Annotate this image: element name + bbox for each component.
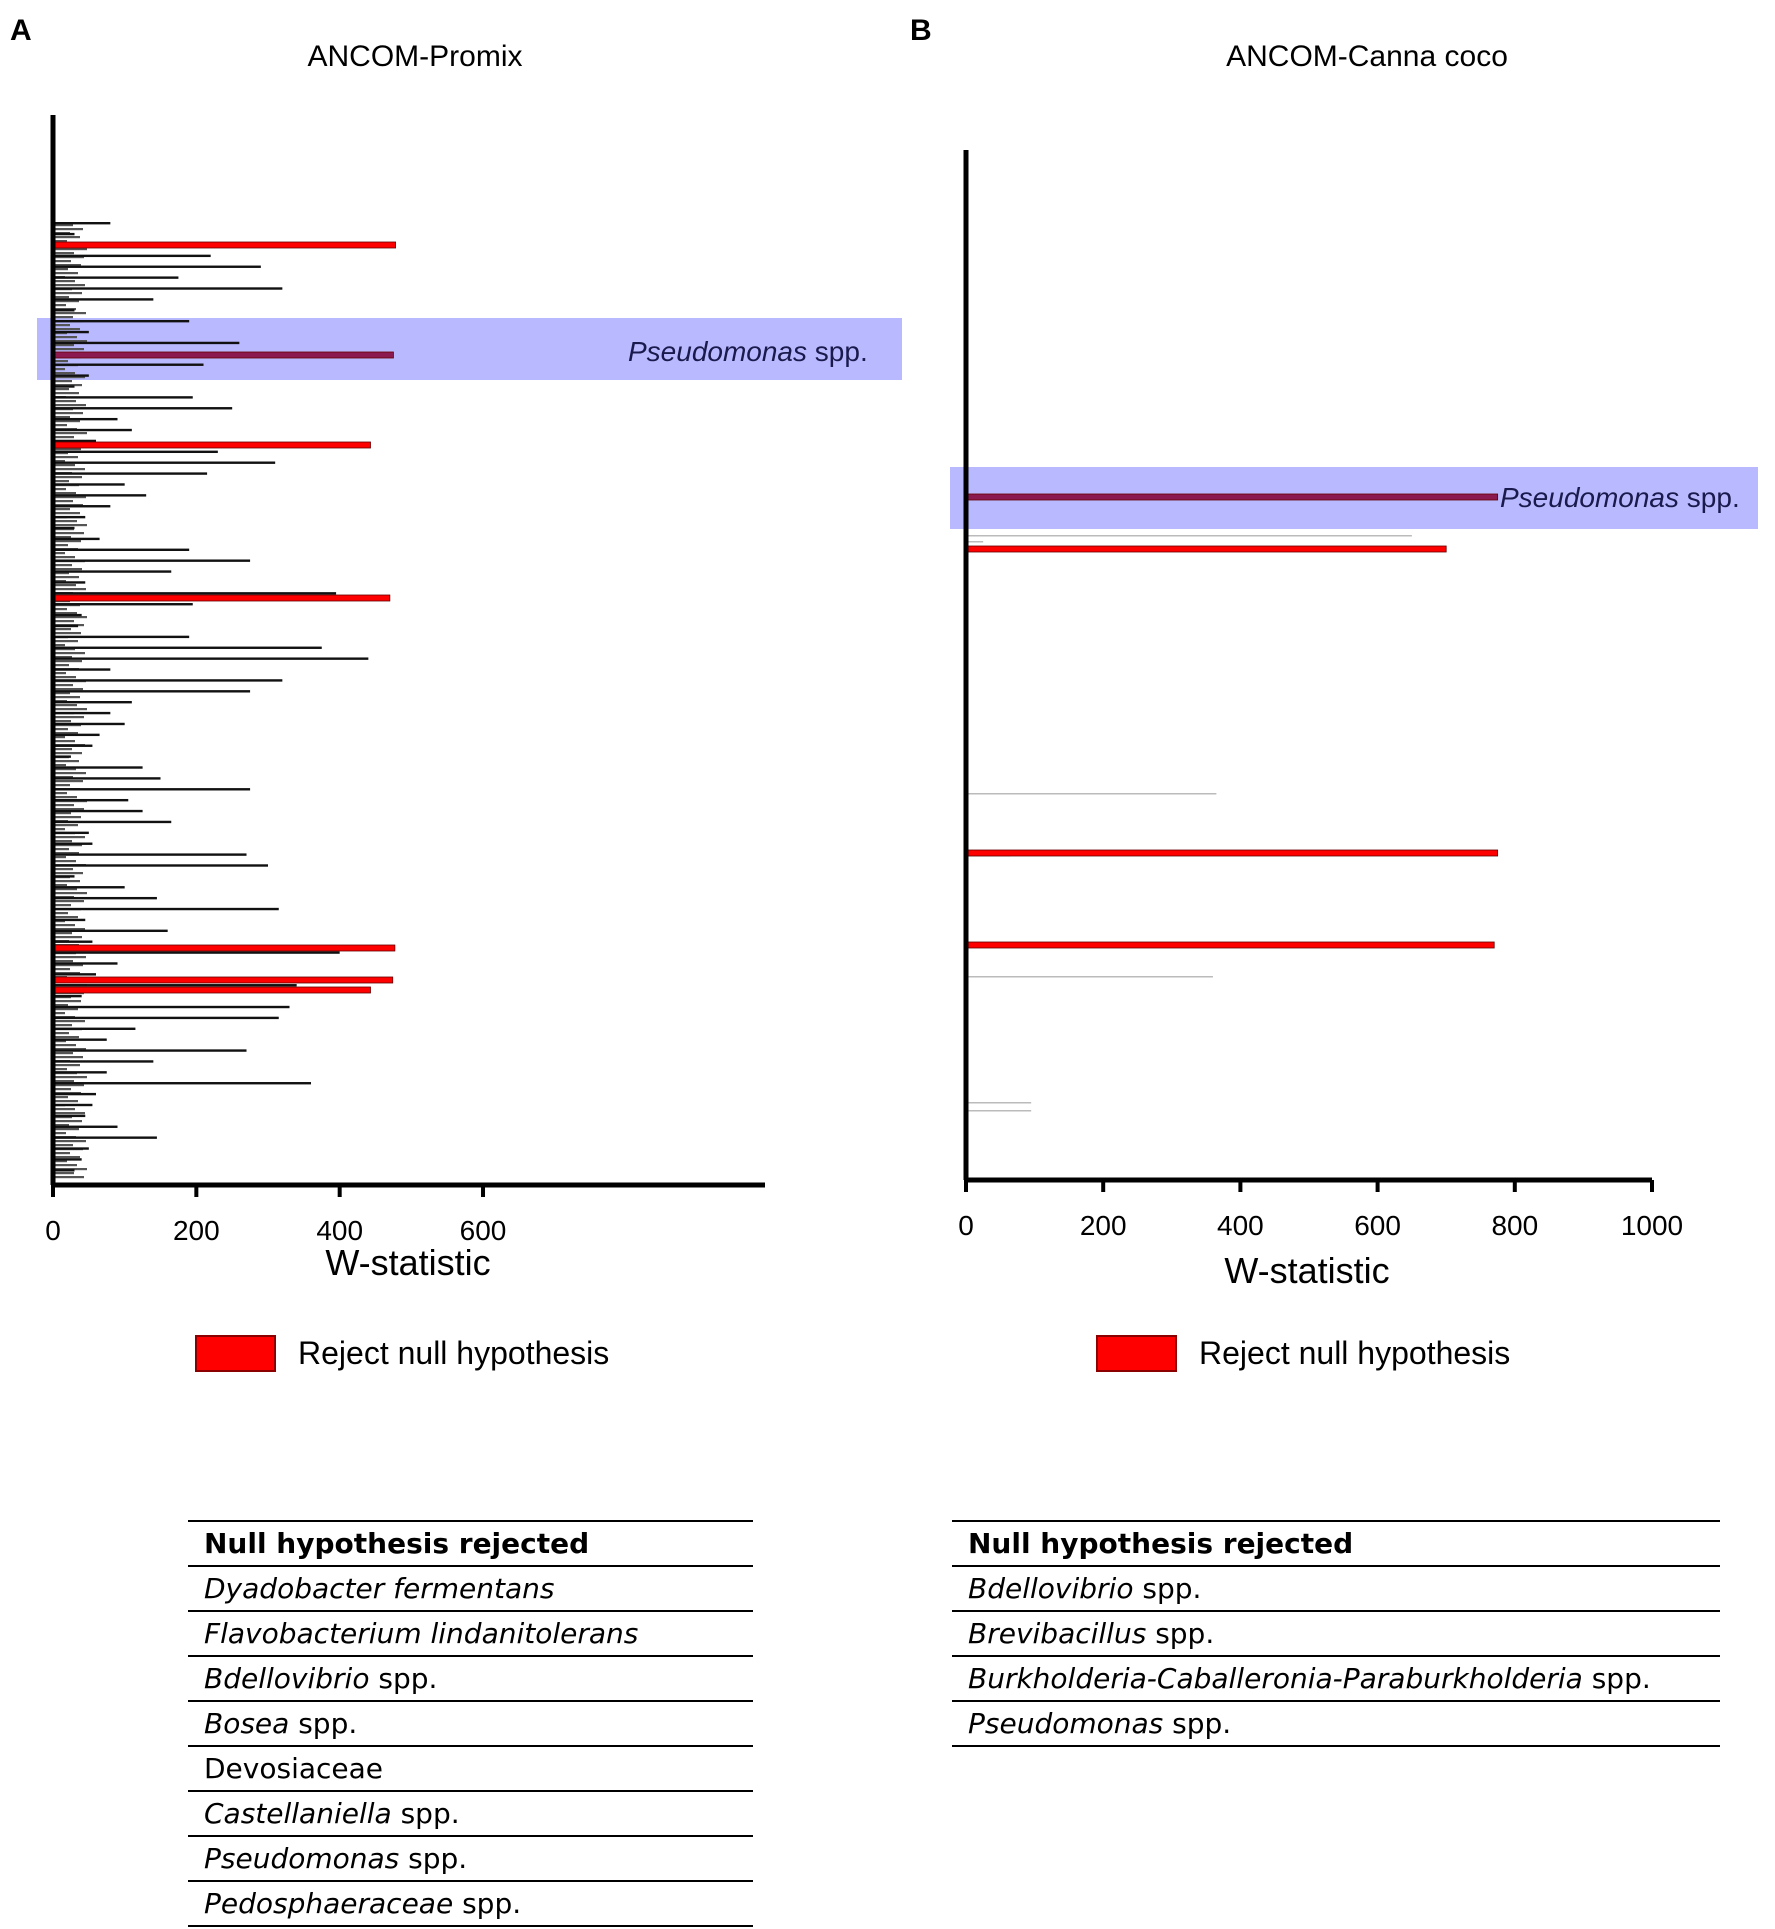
bar	[53, 647, 322, 649]
table-cell	[188, 1836, 753, 1881]
background-bar	[53, 628, 71, 630]
panel-a-legend-label: Reject null hypothesis	[298, 1335, 610, 1371]
bar	[53, 995, 82, 997]
bar	[53, 396, 193, 398]
background-bar	[53, 520, 77, 522]
bar	[53, 701, 132, 703]
background-bar	[53, 956, 86, 958]
taxon-suffix: spp.	[369, 1662, 438, 1695]
bar	[53, 1104, 92, 1106]
background-bar	[53, 932, 72, 934]
table-cell	[952, 1656, 1720, 1701]
taxon-suffix: spp.	[391, 1797, 460, 1830]
bar	[53, 309, 75, 311]
bar	[53, 853, 247, 855]
bar	[53, 538, 100, 540]
background-bar	[53, 272, 78, 274]
background-bar	[53, 500, 73, 502]
taxon-italic: Brevibacillus	[968, 1617, 1147, 1650]
panel-b-legend-swatch	[1097, 1336, 1176, 1371]
bar	[53, 919, 85, 921]
background-bar	[53, 780, 83, 782]
bar	[53, 745, 92, 747]
background-bar	[53, 456, 78, 458]
background-bar	[53, 1156, 80, 1158]
bar	[966, 541, 983, 543]
bar	[53, 331, 89, 333]
bar	[53, 298, 153, 300]
bar	[53, 951, 340, 953]
table-row	[952, 1566, 1720, 1611]
x-tick-label: 400	[316, 1215, 364, 1246]
x-tick-label: 0	[958, 1210, 974, 1241]
table-cell	[188, 1746, 753, 1791]
table-row	[188, 1566, 753, 1611]
table-cell	[952, 1566, 1720, 1611]
background-bar	[53, 824, 78, 826]
table-header-row	[952, 1521, 1720, 1566]
taxon-italic: Bdellovibrio	[968, 1572, 1134, 1605]
background-bar	[53, 924, 75, 926]
taxon-suffix: spp.	[1146, 1617, 1215, 1650]
x-tick-label: 200	[1079, 1210, 1127, 1241]
background-bar	[53, 812, 71, 814]
panel-b-legend-label: Reject null hypothesis	[1199, 1335, 1511, 1371]
table-row	[952, 1611, 1720, 1656]
panel-b-highlight-label: Pseudomonas spp.	[1500, 482, 1740, 513]
panel-b-rejected-table	[952, 1520, 1720, 1747]
bar	[53, 494, 146, 496]
bar	[53, 930, 168, 932]
bar	[53, 549, 189, 551]
background-bar	[53, 280, 75, 282]
bar	[53, 973, 96, 975]
table-row	[188, 1701, 753, 1746]
background-bar	[53, 616, 87, 618]
bar	[53, 1136, 157, 1138]
bar	[53, 407, 232, 409]
panel-a-legend-swatch	[196, 1336, 275, 1371]
background-bar	[53, 588, 86, 590]
reject-bar	[966, 494, 1498, 500]
bar	[53, 962, 118, 964]
background-bar	[53, 708, 87, 710]
bar	[53, 908, 279, 910]
bar	[53, 342, 239, 344]
background-bar	[53, 748, 72, 750]
taxon-italic: Dyadobacter fermentans	[204, 1572, 555, 1605]
background-bar	[53, 860, 76, 862]
background-bar	[53, 412, 83, 414]
background-bar	[53, 676, 76, 678]
background-bar	[53, 960, 73, 962]
bar	[53, 429, 132, 431]
background-bar	[53, 772, 86, 774]
background-bar	[53, 1088, 71, 1090]
table-header: Null hypothesis rejected	[188, 1521, 753, 1566]
bar	[53, 1126, 118, 1128]
x-tick-label: 400	[1217, 1210, 1264, 1241]
bar	[53, 777, 161, 779]
background-bar	[53, 584, 76, 586]
x-tick-label: 200	[172, 1215, 220, 1246]
background-bar	[53, 568, 82, 570]
background-bar	[53, 344, 74, 346]
table-row	[188, 1791, 753, 1836]
bar	[966, 1110, 1031, 1112]
bar	[53, 603, 193, 605]
background-bar	[53, 252, 74, 254]
background-bar	[53, 260, 71, 262]
table-cell	[188, 1656, 753, 1701]
bar	[53, 1147, 89, 1149]
background-bar	[53, 524, 87, 526]
taxon-suffix: Devosiaceae	[204, 1752, 384, 1785]
background-bar	[53, 784, 70, 786]
background-bar	[53, 868, 73, 870]
taxon-suffix: spp.	[1133, 1572, 1202, 1605]
reject-bar	[966, 850, 1498, 856]
bar	[966, 1102, 1031, 1104]
bar	[53, 1158, 82, 1160]
bar	[53, 570, 171, 572]
background-bar	[53, 392, 79, 394]
bar	[53, 897, 157, 899]
table-row	[188, 1881, 753, 1926]
bar	[53, 864, 268, 866]
background-bar	[53, 464, 75, 466]
bar	[53, 810, 143, 812]
table-cell	[188, 1566, 753, 1611]
background-bar	[53, 236, 80, 238]
bar	[53, 287, 282, 289]
taxon-suffix: spp.	[1582, 1662, 1651, 1695]
background-bar	[53, 1172, 74, 1174]
taxon-italic: Bdellovibrio	[204, 1662, 370, 1695]
panel-b-x-axis-label: W-statistic	[1224, 1250, 1390, 1291]
bar	[53, 276, 178, 278]
background-bar	[53, 696, 80, 698]
bar	[53, 668, 110, 670]
bar	[53, 788, 250, 790]
panel-b-x-ticks	[958, 1180, 1683, 1241]
reject-bar	[966, 942, 1494, 948]
background-bar	[53, 564, 72, 566]
bar	[53, 843, 92, 845]
x-tick-label: 1000	[1620, 1210, 1684, 1241]
bar	[53, 941, 92, 943]
bar	[53, 462, 275, 464]
background-bar	[53, 880, 80, 882]
panel-a	[10, 14, 902, 1371]
background-bar	[53, 720, 71, 722]
background-bar	[53, 620, 74, 622]
bar	[53, 222, 110, 224]
panel-b-letter: B	[910, 14, 932, 47]
background-bar	[53, 872, 83, 874]
background-bar	[53, 1112, 85, 1114]
taxon-italic: Pedosphaeraceae	[204, 1887, 454, 1920]
bar	[53, 625, 78, 627]
background-bar	[53, 632, 81, 634]
background-bar	[53, 760, 79, 762]
background-bar	[53, 336, 77, 338]
background-bar	[53, 796, 77, 798]
bar	[53, 1082, 311, 1084]
background-bar	[53, 228, 83, 230]
table-header: Null hypothesis rejected	[952, 1521, 1720, 1566]
background-bar	[53, 416, 70, 418]
bar	[53, 581, 85, 583]
background-bar	[53, 540, 81, 542]
background-bar	[53, 740, 75, 742]
background-bar	[53, 1044, 76, 1046]
table-cell	[188, 1791, 753, 1836]
taxon-italic: Bosea	[204, 1707, 290, 1740]
bar	[53, 320, 189, 322]
bar	[53, 821, 171, 823]
background-bar	[53, 684, 73, 686]
x-tick-label: 600	[1354, 1210, 1401, 1241]
background-bar	[53, 284, 85, 286]
bar	[53, 516, 85, 518]
bar	[53, 723, 125, 725]
background-bar	[53, 292, 82, 294]
background-bar	[53, 316, 73, 318]
background-bar	[53, 1152, 70, 1154]
background-bar	[53, 840, 72, 842]
background-bar	[53, 892, 87, 894]
background-bar	[53, 640, 78, 642]
table-cell	[188, 1881, 753, 1926]
background-bar	[53, 968, 70, 970]
background-bar	[53, 1056, 83, 1058]
bar	[53, 483, 125, 485]
taxon-suffix: spp.	[289, 1707, 358, 1740]
panel-a-title: ANCOM-Promix	[307, 40, 523, 73]
background-bar	[53, 1020, 85, 1022]
bar	[53, 1093, 96, 1095]
background-bar	[53, 904, 71, 906]
bar	[53, 657, 368, 659]
background-bar	[53, 652, 85, 654]
bar	[53, 799, 128, 801]
background-bar	[53, 1080, 74, 1082]
table-row	[188, 1836, 753, 1881]
panel-a-highlight-label: Pseudomonas spp.	[628, 336, 868, 367]
background-bar	[53, 372, 75, 374]
taxon-suffix: spp.	[453, 1887, 522, 1920]
taxon-suffix: spp.	[1163, 1707, 1232, 1740]
background-bar	[53, 1076, 87, 1078]
background-bar	[53, 1108, 75, 1110]
background-bar	[53, 432, 87, 434]
bar	[53, 712, 110, 714]
bar	[53, 875, 75, 877]
bar	[53, 832, 89, 834]
bar	[53, 679, 282, 681]
reject-bar	[53, 352, 393, 358]
bar	[966, 976, 1213, 978]
panel-b	[910, 14, 1758, 1371]
background-bar	[53, 916, 78, 918]
panel-a-x-ticks	[45, 1185, 506, 1246]
bar	[53, 1017, 279, 1019]
panel-b-title: ANCOM-Canna coco	[1226, 40, 1508, 73]
x-tick-label: 0	[45, 1215, 61, 1246]
bar	[53, 472, 207, 474]
background-bar	[53, 512, 80, 514]
background-bar	[53, 1164, 77, 1166]
bar	[53, 1038, 107, 1040]
table-row	[952, 1656, 1720, 1701]
background-bar	[53, 556, 75, 558]
background-bar	[53, 1036, 79, 1038]
bar	[53, 418, 118, 420]
table-row	[188, 1656, 753, 1701]
bar	[53, 233, 75, 235]
bar	[53, 1169, 75, 1171]
bar	[53, 255, 211, 257]
taxon-italic: Flavobacterium lindanitolerans	[204, 1617, 639, 1650]
table-row	[188, 1746, 753, 1791]
background-bar	[53, 508, 70, 510]
background-bar	[53, 1128, 79, 1130]
table-row	[952, 1701, 1720, 1746]
background-bar	[53, 688, 83, 690]
table-cell	[952, 1611, 1720, 1656]
background-bar	[53, 1144, 73, 1146]
background-bar	[53, 436, 74, 438]
background-bar	[53, 1176, 84, 1178]
background-bar	[53, 380, 72, 382]
background-bar	[53, 1052, 73, 1054]
background-bar	[53, 816, 81, 818]
reject-bar	[53, 987, 370, 993]
table-cell	[952, 1701, 1720, 1746]
background-bar	[53, 1000, 81, 1002]
bar	[53, 886, 125, 888]
background-bar	[53, 532, 84, 534]
bar	[53, 755, 71, 757]
taxon-italic: Pseudomonas	[204, 1842, 400, 1875]
background-bar	[53, 1008, 78, 1010]
background-bar	[53, 576, 79, 578]
table-row	[188, 1611, 753, 1656]
bar	[53, 1060, 153, 1062]
background-bar	[53, 660, 82, 662]
bar	[53, 636, 189, 638]
table-header-row	[188, 1521, 753, 1566]
background-bar	[53, 1120, 82, 1122]
bar	[53, 1049, 247, 1051]
bar	[53, 734, 100, 736]
background-bar	[53, 404, 86, 406]
table-cell	[188, 1701, 753, 1746]
background-bar	[53, 1140, 86, 1142]
background-bar	[53, 716, 84, 718]
bar	[53, 266, 261, 268]
bar	[53, 451, 218, 453]
bar	[53, 592, 336, 594]
background-bar	[53, 936, 82, 938]
background-bar	[53, 1100, 78, 1102]
bar	[53, 984, 297, 986]
panel-a-x-axis-label: W-statistic	[325, 1242, 491, 1283]
background-bar	[53, 704, 77, 706]
bar	[53, 1071, 107, 1073]
bar	[53, 374, 89, 376]
bar	[966, 535, 1412, 537]
reject-bar	[53, 442, 370, 448]
background-bar	[53, 900, 84, 902]
bar	[53, 614, 82, 616]
reject-bar	[53, 945, 395, 951]
taxon-suffix: spp.	[399, 1842, 468, 1875]
bar	[53, 766, 143, 768]
background-bar	[53, 400, 76, 402]
background-bar	[53, 312, 86, 314]
bar	[53, 1028, 135, 1030]
background-bar	[53, 836, 85, 838]
x-tick-label: 800	[1491, 1210, 1539, 1241]
background-bar	[53, 476, 82, 478]
background-bar	[53, 492, 76, 494]
bar	[53, 505, 110, 507]
background-bar	[53, 612, 77, 614]
reject-bar	[53, 242, 396, 248]
bar	[53, 1115, 85, 1117]
panel-b-bars	[966, 494, 1498, 1112]
background-bar	[53, 1064, 80, 1066]
background-bar	[53, 752, 82, 754]
taxon-italic: Pseudomonas	[968, 1707, 1164, 1740]
bar	[53, 527, 75, 529]
background-bar	[53, 348, 84, 350]
taxon-italic: Castellaniella	[204, 1797, 392, 1830]
background-bar	[53, 1024, 72, 1026]
taxon-italic: Burkholderia-Caballeronia-Paraburkholderia	[968, 1662, 1583, 1695]
background-bar	[53, 804, 74, 806]
bar	[53, 559, 250, 561]
background-bar	[53, 324, 70, 326]
bar	[53, 385, 75, 387]
panel-a-rejected-table	[188, 1520, 753, 1927]
panel-a-letter: A	[10, 14, 32, 47]
reject-bar	[966, 546, 1446, 552]
reject-bar	[53, 977, 393, 983]
x-tick-label: 600	[459, 1215, 507, 1246]
reject-bar	[53, 595, 390, 601]
background-bar	[53, 468, 85, 470]
bar	[53, 690, 250, 692]
table-cell	[188, 1611, 753, 1656]
background-bar	[53, 328, 80, 330]
bar	[966, 793, 1216, 795]
bar	[53, 364, 204, 366]
bar	[53, 1006, 290, 1008]
